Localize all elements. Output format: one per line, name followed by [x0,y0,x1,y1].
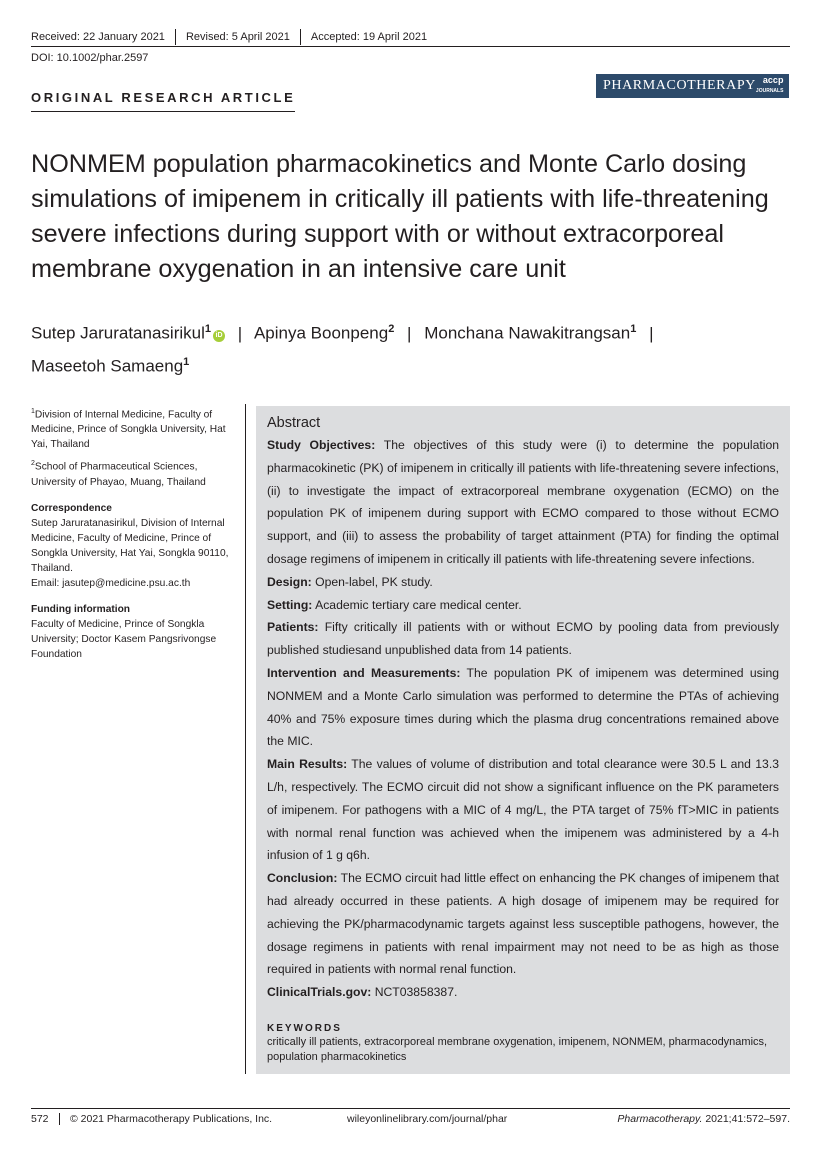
orcid-icon[interactable]: iD [213,330,225,342]
abstract-box [256,406,790,1074]
article-title: NONMEM population pharmacokinetics and Monte Carlo dosing simulations of imipenem in critically ill patients with life-threatening severe infections during support with or without extracorporeal membrane oxygenation in an intensive care unit [31,150,769,283]
abstract-heading: Abstract [267,415,321,431]
abstract-setting: Setting: Academic tertiary care medical center. [267,597,522,612]
citation: Pharmacotherapy. 2021;41:572–597. [617,1113,790,1125]
page-footer [31,1108,790,1125]
funding-heading: Funding information [31,603,131,615]
article-dates [31,29,790,47]
column-divider [245,404,246,1074]
doi-link[interactable]: DOI: 10.1002/phar.2597 [31,52,149,64]
keywords-heading: KEYWORDS [267,1022,342,1034]
keywords-list: critically ill patients, extracorporeal membrane oxygenation, imipenem, NONMEM, pharmacodynamics, population pharmacokinetics [267,1035,768,1063]
abstract-intervention: Intervention and Measurements: The population PK of imipenem was determined using NONMEM and a Monte Carlo simulation was performed to determine the PTAs of achieving 40% and 75% exposure times during which the plasma drug concentrations remained above the MIC. [267,665,779,749]
revised-date: Revised: 5 April 2021 [175,29,300,45]
author-name[interactable]: Monchana Nawakitrangsan [424,323,631,343]
copyright: © 2021 Pharmacotherapy Publications, Inc. [70,1113,273,1125]
journal-logo [596,74,789,98]
article-sidebar [31,404,231,666]
abstract-design: Design: Open-label, PK study. [267,574,433,589]
journal-name: PHARMACOTHERAPY [603,78,756,93]
abstract-objectives: Study Objectives: The objectives of this study were (i) to determine the population pharmacokinetic (PK) of imipenem in critically ill patients with life-threatening severe infections, (ii) to investigate the impact of extracorporeal membrane oxygenation (ECMO) on the population PK of imipenem during support with ECMO compared to those without ECMO support, and (iii) to assess the probability of target attainment (PTA) for finding the optimal dosage regimens of imipenem in critically ill patients with life-threatening severe infections. [267,438,779,566]
email-link[interactable]: Email: jasutep@medicine.psu.ac.th [31,577,191,589]
accp-logo-icon: accp JOURNALS [755,75,784,94]
accepted-date: Accepted: 19 April 2021 [300,29,437,45]
abstract-patients: Patients: Fifty critically ill patients with or without ECMO by pooling data from previously published studiesand unpublished data from 14 patients. [267,620,780,658]
author-name[interactable]: Sutep Jaruratanasirikul [31,323,205,343]
trial-link[interactable]: NCT03858387. [374,985,458,1000]
page-number: 572 [31,1113,60,1125]
received-date: Received: 22 January 2021 [31,31,165,43]
correspondence-heading: Correspondence [31,502,112,514]
funding-text: Faculty of Medicine, Prince of Songkla University; Doctor Kasem Pangsrivongse Foundation [31,618,217,660]
affiliation: $^1$Division of Internal Medicine, Faculty of Medicine, Prince of Songkla University, Hat Yai, Thailand [31,408,226,451]
author-name[interactable]: Maseetoh Samaeng [31,356,184,376]
article-type-label: ORIGINAL RESEARCH ARTICLE [31,90,295,112]
correspondence-text: Sutep Jaruratanasirikul, Division of Internal Medicine, Faculty of Medicine, Prince of Songkla University, Hat Yai, Songkla 90110, Thailand. Email: jasutep@medicine.psu.ac.th [31,517,229,589]
journal-url[interactable]: wileyonlinelibrary.com/journal/phar [347,1113,508,1125]
author-name[interactable]: Apinya Boonpeng [253,323,389,343]
abstract-trial-registration: ClinicalTrials.gov: NCT03858387. [267,985,458,1000]
abstract-conclusion: Conclusion: The ECMO circuit had little effect on enhancing the PK changes of imipenem that had already occurred in these patients. A high dosage of imipenem may be required for achieving the PK/pharmacodynamic targets against less susceptible pathogens, however, the dosage regimens in patients with renal impairment may not need to be as high as those required in patients with normal renal function. [267,871,779,977]
author-list: Sutep Jaruratanasirikul$^1$iD | Apinya Boonpeng$^2$ | Monchana Nawakitrangsan$^1$ | Maseetoh Samaeng$^1$ [31,323,654,376]
affiliation: $^2$School of Pharmaceutical Sciences, University of Phayao, Muang, Thailand [31,460,206,488]
abstract-results: Main Results: The values of volume of distribution and total clearance were 30.5 L and 13.3 L/h, respectively. The ECMO circuit did not show a significant influence on the PK parameters of imipenem. For pathogens with a MIC of 4 mg/L, the PTA target of 75% fT>MIC in patients with normal renal function was achieved when the imipenem was administered by a 4-h infusion of 1 g q6h. [267,757,779,863]
